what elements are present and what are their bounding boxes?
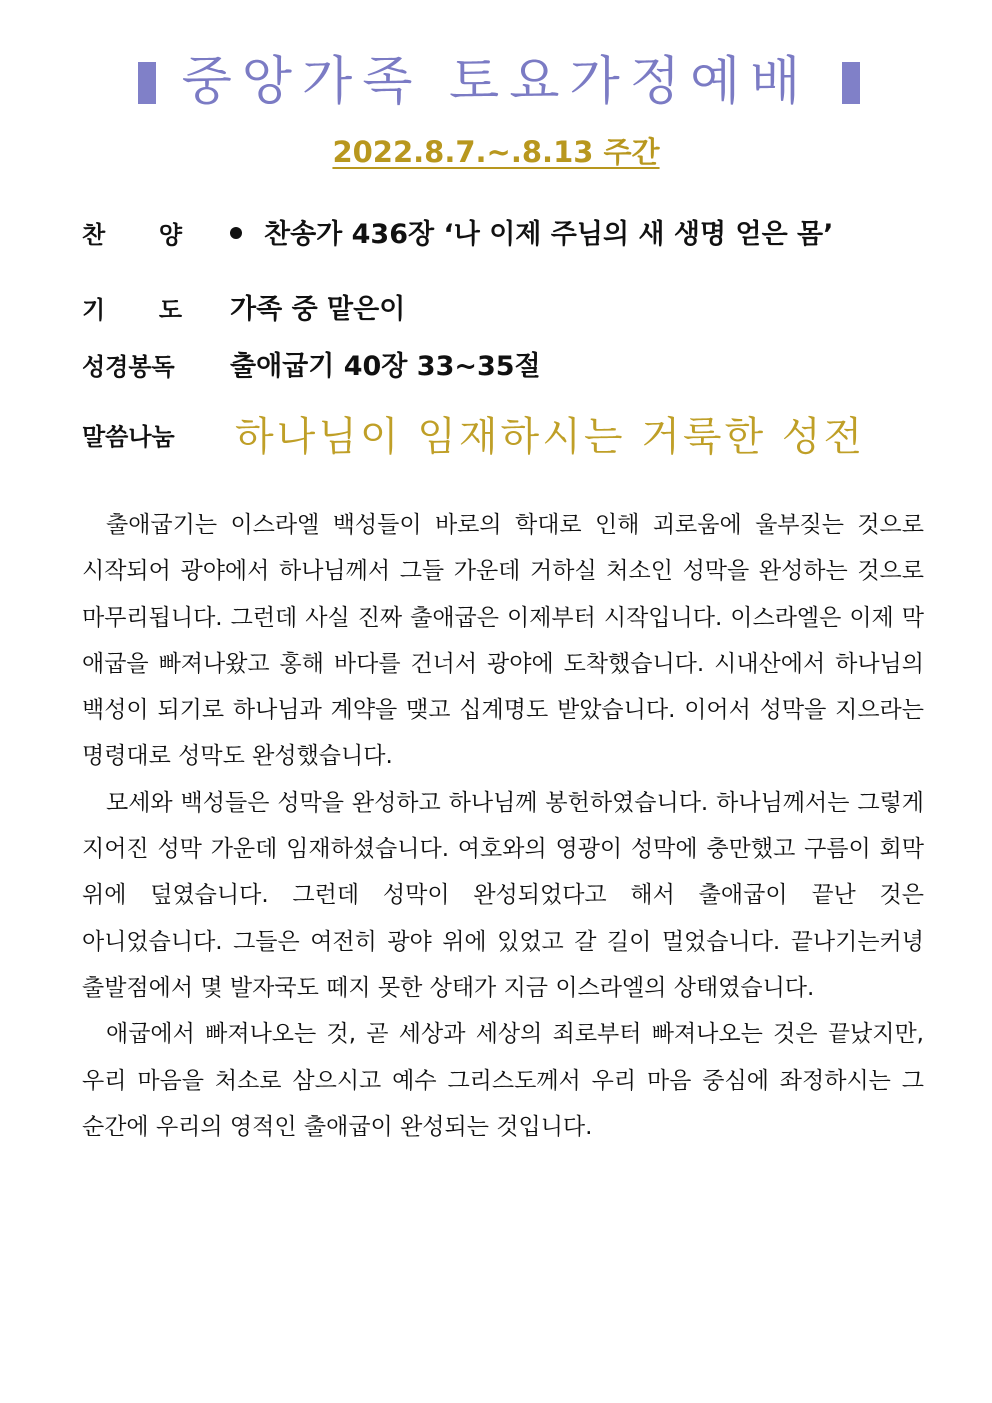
- title-section: [0, 40, 992, 120]
- scripture-row: [82, 342, 942, 392]
- sermon-label: 말씀나눔: [82, 423, 175, 451]
- sermon-title: 하나님이 임재하시는 거룩한 성전: [235, 414, 866, 460]
- hymn-label-char: 찬: [82, 221, 106, 249]
- date-range: 2022.8.7.~.8.13 주간: [332, 135, 660, 169]
- page-title: 중앙가족 토요가정예배: [181, 52, 811, 112]
- sermon-row: [82, 412, 942, 462]
- sermon-body: [82, 502, 924, 1150]
- hymn-label: [82, 210, 182, 260]
- hymn-row: [82, 210, 942, 260]
- title-bar-right: [842, 62, 860, 104]
- hymn-label-char: 양: [158, 221, 182, 249]
- prayer-value: 가족 중 맡은이: [230, 294, 406, 325]
- body-paragraph: 모세와 백성들은 성막을 완성하고 하나님께 봉헌하였습니다. 하나님께서는 그렇게 지어진 성막 가운데 임재하셨습니다. 여호와의 영광이 성막에 충만했고 구름이 회막 위에 덮였습니다. 그런데 성막이 완성되었다고 해서 출애굽이 끝난 것은 아니었습니다. 그들은 여전히 광야 위에 있었고 갈 길이 멀었습니다. 끝나기는커녕 출발점에서 몇 발자국도 떼지 못한 상태가 지금 이스라엘의 상태였습니다.: [82, 789, 924, 1001]
- scripture-value: 출애굽기 40장 33~35절: [230, 351, 541, 382]
- prayer-label-char: 기: [82, 296, 106, 324]
- hymn-text: 찬송가 436장 ‘나 이제 주님의 새 생명 얻은 몸’: [264, 219, 834, 250]
- hymn-value: [230, 210, 833, 260]
- prayer-label-char: 도: [158, 296, 182, 324]
- body-paragraph: 애굽에서 빠져나오는 것, 곧 세상과 세상의 죄로부터 빠져나오는 것은 끝났지만, 우리 마음을 처소로 삼으시고 예수 그리스도께서 우리 마음 중심에 좌정하시는 그 순간에 우리의 영적인 출애굽이 완성되는 것입니다.: [82, 1021, 924, 1140]
- bullet-icon: [230, 227, 242, 239]
- prayer-label: [82, 285, 182, 335]
- scripture-label: 성경봉독: [82, 353, 175, 381]
- body-paragraph: 출애굽기는 이스라엘 백성들이 바로의 학대로 인해 괴로움에 울부짖는 것으로 시작되어 광야에서 하나님께서 그들 가운데 거하실 처소인 성막을 완성하는 것으로 마무리됩니다. 그런데 사실 진짜 출애굽은 이제부터 시작입니다. 이스라엘은 이제 막 애굽을 빠져나왔고 홍해 바다를 건너서 광야에 도착했습니다. 시내산에서 하나님의 백성이 되기로 하나님과 계약을 맺고 십계명도 받았습니다. 이어서 성막을 지으라는 명령대로 성막도 완성했습니다.: [82, 512, 924, 770]
- prayer-row: [82, 285, 942, 335]
